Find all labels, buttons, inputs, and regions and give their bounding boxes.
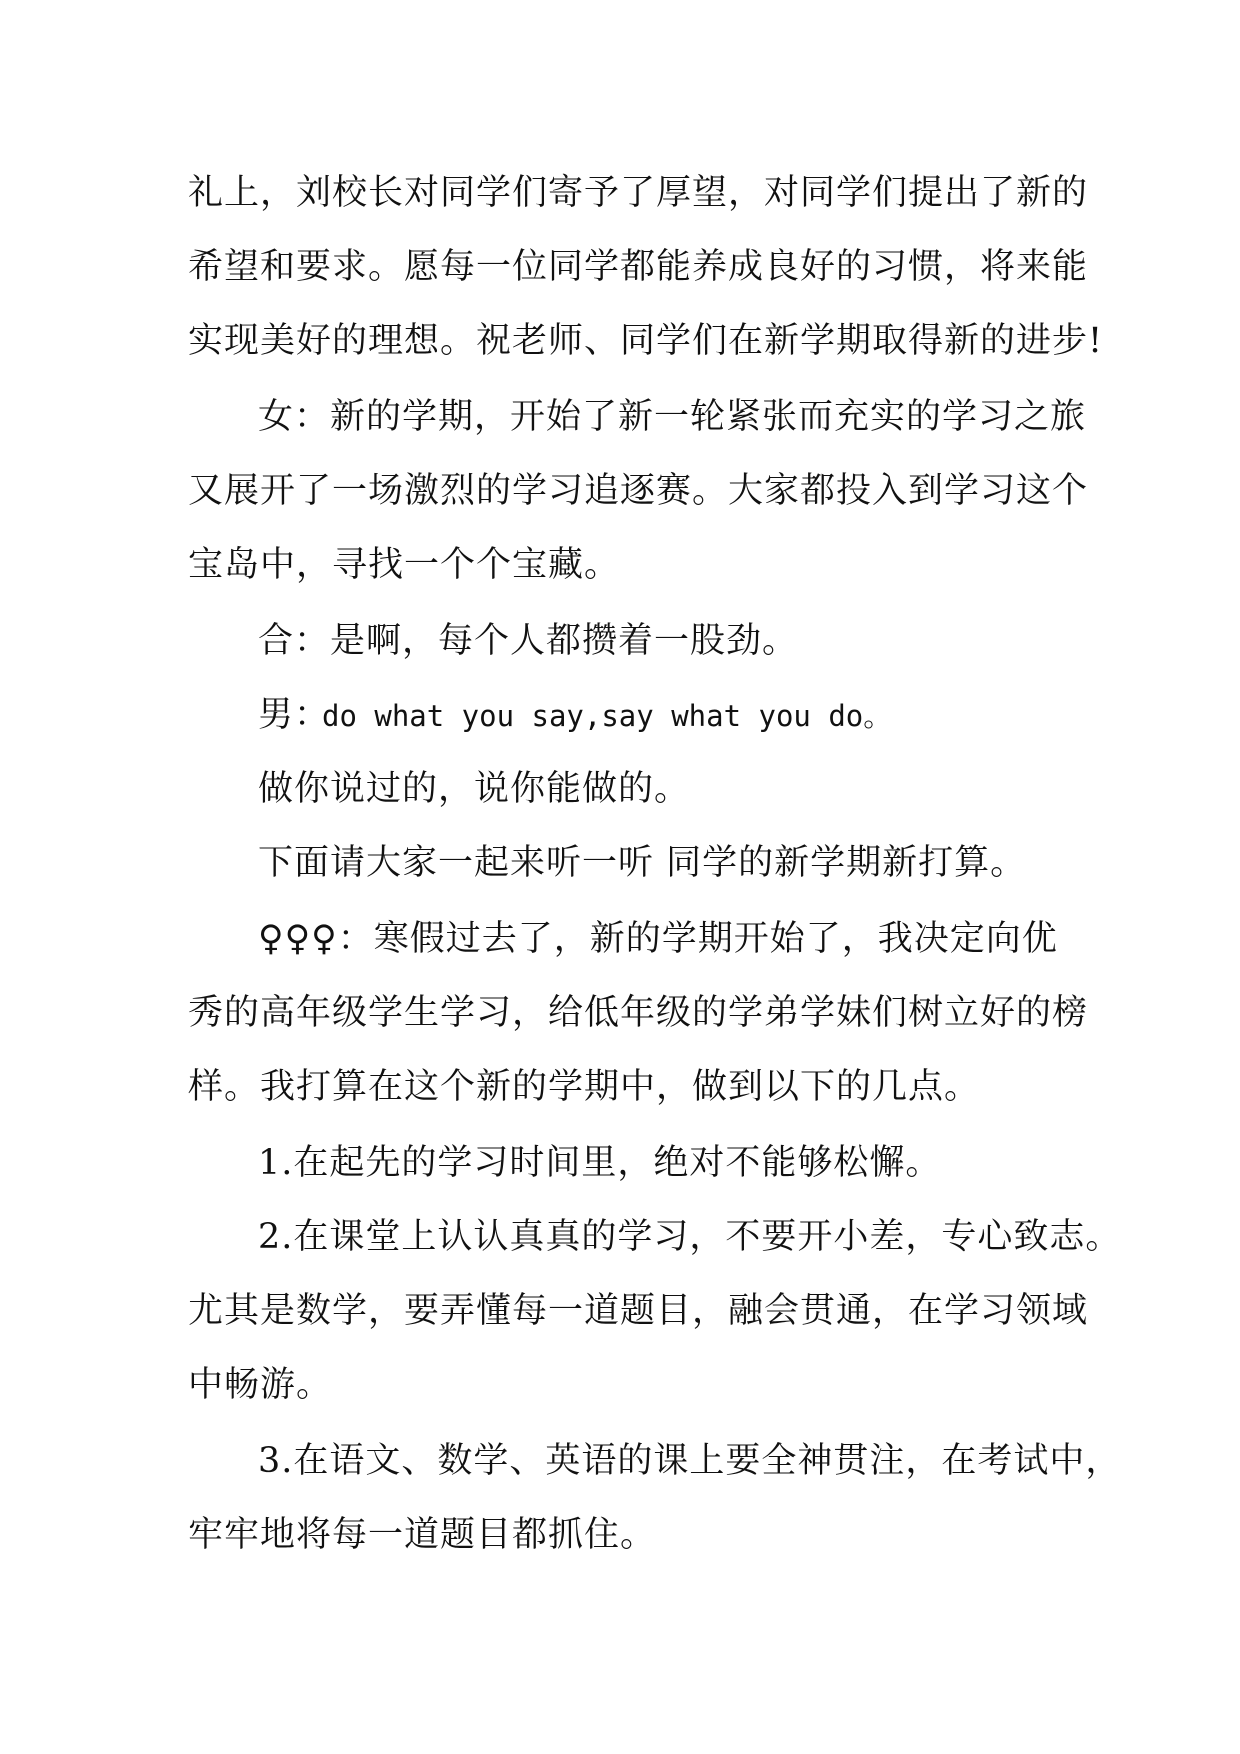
text-line-15: 2.在课堂上认认真真的学习，不要开小差，专心致志。 xyxy=(258,1217,1122,1257)
text-line-19: 牢牢地将每一道题目都抓住。 xyxy=(188,1515,657,1555)
text-line-18: 3.在语文、数学、英语的课上要全神贯注，在考试中， xyxy=(258,1441,1122,1481)
text-line-4: 女：新的学期，开始了新一轮紧张而充实的学习之旅 xyxy=(258,397,1087,437)
text-line-13: 样。我打算在这个新的学期中，做到以下的几点。 xyxy=(188,1067,981,1107)
text-line-6: 宝岛中，寻找一个个宝藏。 xyxy=(188,545,621,585)
text-line-14: 1.在起先的学习时间里，绝对不能够松懈。 xyxy=(258,1143,942,1183)
text-line-17: 中畅游。 xyxy=(188,1365,333,1405)
text-line-8-english: do what you say,say what you do。 xyxy=(322,699,893,733)
text-line-10: 下面请大家一起来听一听 同学的新学期新打算。 xyxy=(258,843,1027,883)
text-line-3: 实现美好的理想。祝老师、同学们在新学期取得新的进步! xyxy=(188,321,1104,361)
text-line-1: 礼上，刘校长对同学们寄予了厚望，对同学们提出了新的 xyxy=(188,173,1089,213)
text-line-12: 秀的高年级学生学习，给低年级的学弟学妹们树立好的榜 xyxy=(188,993,1089,1033)
text-line-16: 尤其是数学，要弄懂每一道题目，融会贯通，在学习领域 xyxy=(188,1291,1089,1331)
text-line-11: ♀♀♀：寒假过去了，新的学期开始了，我决定向优 xyxy=(258,919,1058,959)
text-line-9: 做你说过的，说你能做的。 xyxy=(258,769,691,809)
text-line-5: 又展开了一场激烈的学习追逐赛。大家都投入到学习这个 xyxy=(188,471,1089,511)
text-line-8-speaker: 男： xyxy=(258,695,331,735)
text-line-7: 合：是啊，每个人都攒着一股劲。 xyxy=(258,621,799,661)
text-line-2: 希望和要求。愿每一位同学都能养成良好的习惯，将来能 xyxy=(188,247,1089,287)
